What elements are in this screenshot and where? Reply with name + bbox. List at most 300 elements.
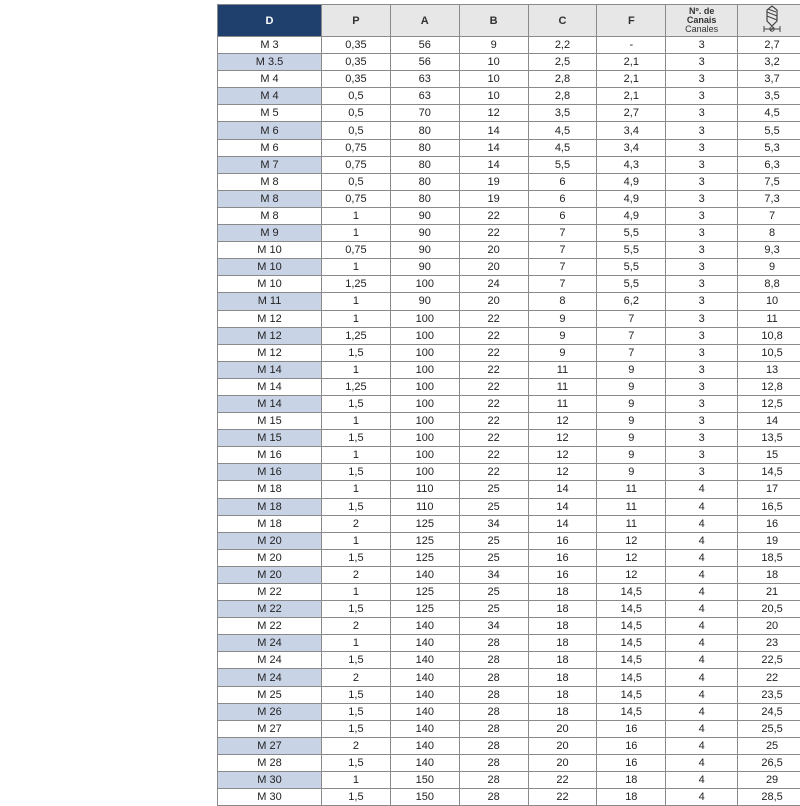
cell-drill-diameter: 22	[738, 669, 800, 686]
cell-p: 1	[322, 584, 391, 601]
cell-f: 2,1	[597, 88, 666, 105]
table-row	[218, 720, 800, 737]
cell-drill-diameter: 13,5	[738, 430, 800, 447]
table-row	[218, 122, 800, 139]
table-row	[218, 156, 800, 173]
tap-dimensions-table-container	[217, 4, 800, 806]
cell-flutes: 3	[666, 242, 738, 259]
cell-p: 1,5	[322, 789, 391, 806]
cell-a: 125	[390, 584, 459, 601]
cell-c: 11	[528, 361, 597, 378]
table-row	[218, 293, 800, 310]
cell-f: 18	[597, 772, 666, 789]
cell-a: 56	[390, 37, 459, 54]
cell-d: M 20	[218, 532, 322, 549]
cell-a: 70	[390, 105, 459, 122]
cell-d: M 22	[218, 618, 322, 635]
cell-f: 3,4	[597, 122, 666, 139]
cell-b: 25	[459, 584, 528, 601]
cell-d: M 8	[218, 173, 322, 190]
cell-drill-diameter: 14,5	[738, 464, 800, 481]
cell-b: 28	[459, 635, 528, 652]
cell-p: 1,5	[322, 754, 391, 771]
cell-flutes: 4	[666, 566, 738, 583]
cell-b: 14	[459, 156, 528, 173]
cell-flutes: 3	[666, 327, 738, 344]
table-row	[218, 737, 800, 754]
cell-a: 140	[390, 720, 459, 737]
cell-flutes: 3	[666, 310, 738, 327]
cell-flutes: 3	[666, 156, 738, 173]
cell-p: 0,35	[322, 37, 391, 54]
cell-flutes: 4	[666, 498, 738, 515]
cell-d: M 8	[218, 190, 322, 207]
table-row	[218, 686, 800, 703]
cell-d: M 12	[218, 327, 322, 344]
cell-b: 28	[459, 737, 528, 754]
cell-f: 5,5	[597, 259, 666, 276]
cell-p: 1	[322, 447, 391, 464]
cell-flutes: 3	[666, 447, 738, 464]
drill-bit-diameter-icon	[761, 5, 783, 36]
cell-d: M 3	[218, 37, 322, 54]
cell-p: 2	[322, 669, 391, 686]
cell-flutes: 3	[666, 276, 738, 293]
table-row	[218, 37, 800, 54]
table-row	[218, 618, 800, 635]
cell-p: 2	[322, 618, 391, 635]
cell-c: 16	[528, 566, 597, 583]
cell-a: 140	[390, 652, 459, 669]
cell-b: 22	[459, 464, 528, 481]
cell-drill-diameter: 15	[738, 447, 800, 464]
cell-a: 80	[390, 122, 459, 139]
cell-p: 1	[322, 293, 391, 310]
cell-f: 7	[597, 327, 666, 344]
cell-f: 7	[597, 310, 666, 327]
cell-d: M 11	[218, 293, 322, 310]
cell-drill-diameter: 23,5	[738, 686, 800, 703]
cell-d: M 24	[218, 635, 322, 652]
cell-c: 4,5	[528, 139, 597, 156]
cell-flutes: 4	[666, 789, 738, 806]
cell-b: 22	[459, 225, 528, 242]
cell-a: 140	[390, 703, 459, 720]
cell-p: 2	[322, 515, 391, 532]
cell-d: M 27	[218, 720, 322, 737]
table-row	[218, 635, 800, 652]
cell-drill-diameter: 13	[738, 361, 800, 378]
cell-b: 25	[459, 498, 528, 515]
cell-drill-diameter: 7	[738, 207, 800, 224]
cell-flutes: 3	[666, 173, 738, 190]
cell-d: M 15	[218, 430, 322, 447]
cell-p: 0,35	[322, 54, 391, 71]
cell-drill-diameter: 7,5	[738, 173, 800, 190]
cell-a: 90	[390, 242, 459, 259]
cell-c: 9	[528, 327, 597, 344]
table-row	[218, 344, 800, 361]
cell-flutes: 4	[666, 618, 738, 635]
cell-a: 125	[390, 515, 459, 532]
cell-a: 90	[390, 259, 459, 276]
cell-d: M 27	[218, 737, 322, 754]
cell-f: 9	[597, 464, 666, 481]
table-row	[218, 259, 800, 276]
cell-a: 100	[390, 327, 459, 344]
table-row	[218, 772, 800, 789]
cell-b: 25	[459, 481, 528, 498]
cell-a: 125	[390, 532, 459, 549]
cell-f: 12	[597, 532, 666, 549]
cell-c: 6	[528, 207, 597, 224]
cell-a: 100	[390, 276, 459, 293]
cell-p: 1,5	[322, 344, 391, 361]
cell-f: 14,5	[597, 601, 666, 618]
cell-b: 25	[459, 601, 528, 618]
cell-d: M 18	[218, 481, 322, 498]
cell-c: 14	[528, 498, 597, 515]
cell-b: 14	[459, 122, 528, 139]
cell-c: 2,8	[528, 88, 597, 105]
cell-flutes: 4	[666, 754, 738, 771]
cell-p: 2	[322, 737, 391, 754]
cell-flutes: 3	[666, 207, 738, 224]
cell-f: 16	[597, 754, 666, 771]
table-row	[218, 754, 800, 771]
cell-d: M 10	[218, 242, 322, 259]
cell-f: 11	[597, 498, 666, 515]
cell-b: 14	[459, 139, 528, 156]
cell-p: 1	[322, 481, 391, 498]
cell-a: 125	[390, 601, 459, 618]
cell-a: 140	[390, 618, 459, 635]
cell-a: 140	[390, 686, 459, 703]
cell-p: 1	[322, 772, 391, 789]
cell-p: 0,75	[322, 190, 391, 207]
table-row	[218, 242, 800, 259]
cell-flutes: 3	[666, 344, 738, 361]
cell-d: M 5	[218, 105, 322, 122]
cell-p: 1,25	[322, 378, 391, 395]
cell-drill-diameter: 6,3	[738, 156, 800, 173]
table-header-row	[218, 5, 800, 37]
cell-p: 0,35	[322, 71, 391, 88]
table-row	[218, 276, 800, 293]
cell-a: 80	[390, 190, 459, 207]
cell-b: 28	[459, 686, 528, 703]
cell-b: 34	[459, 515, 528, 532]
cell-b: 9	[459, 37, 528, 54]
cell-p: 0,75	[322, 139, 391, 156]
cell-p: 1	[322, 225, 391, 242]
cell-drill-diameter: 12,5	[738, 395, 800, 412]
cell-a: 140	[390, 566, 459, 583]
cell-p: 1,5	[322, 498, 391, 515]
cell-b: 24	[459, 276, 528, 293]
cell-p: 1,5	[322, 720, 391, 737]
cell-b: 22	[459, 310, 528, 327]
cell-c: 12	[528, 413, 597, 430]
cell-c: 9	[528, 344, 597, 361]
cell-flutes: 4	[666, 772, 738, 789]
cell-d: M 25	[218, 686, 322, 703]
cell-d: M 8	[218, 207, 322, 224]
cell-a: 90	[390, 225, 459, 242]
cell-c: 6	[528, 173, 597, 190]
cell-d: M 16	[218, 447, 322, 464]
cell-p: 1,5	[322, 686, 391, 703]
cell-f: 18	[597, 789, 666, 806]
table-row	[218, 430, 800, 447]
cell-drill-diameter: 2,7	[738, 37, 800, 54]
cell-p: 0,5	[322, 122, 391, 139]
cell-a: 140	[390, 635, 459, 652]
cell-flutes: 3	[666, 378, 738, 395]
cell-flutes: 3	[666, 293, 738, 310]
cell-a: 56	[390, 54, 459, 71]
cell-flutes: 3	[666, 225, 738, 242]
cell-d: M 12	[218, 310, 322, 327]
cell-d: M 4	[218, 71, 322, 88]
table-row	[218, 88, 800, 105]
cell-flutes: 4	[666, 515, 738, 532]
cell-f: 5,5	[597, 242, 666, 259]
cell-a: 140	[390, 737, 459, 754]
table-row	[218, 105, 800, 122]
cell-f: -	[597, 37, 666, 54]
cell-b: 28	[459, 703, 528, 720]
cell-drill-diameter: 3,7	[738, 71, 800, 88]
cell-b: 22	[459, 378, 528, 395]
table-row	[218, 584, 800, 601]
cell-flutes: 3	[666, 413, 738, 430]
cell-p: 1	[322, 635, 391, 652]
cell-d: M 24	[218, 652, 322, 669]
cell-flutes: 3	[666, 105, 738, 122]
cell-c: 22	[528, 772, 597, 789]
cell-f: 11	[597, 515, 666, 532]
cell-f: 12	[597, 566, 666, 583]
cell-flutes: 3	[666, 54, 738, 71]
cell-b: 22	[459, 344, 528, 361]
cell-drill-diameter: 11	[738, 310, 800, 327]
cell-f: 14,5	[597, 686, 666, 703]
header-flutes-line1: Nº. de	[666, 7, 737, 16]
cell-d: M 12	[218, 344, 322, 361]
cell-f: 14,5	[597, 652, 666, 669]
header-f: F	[597, 5, 666, 37]
cell-flutes: 4	[666, 481, 738, 498]
cell-c: 18	[528, 652, 597, 669]
header-flutes-line2: Canais	[666, 16, 737, 25]
cell-c: 2,2	[528, 37, 597, 54]
cell-f: 9	[597, 395, 666, 412]
cell-c: 5,5	[528, 156, 597, 173]
cell-f: 4,9	[597, 207, 666, 224]
cell-c: 12	[528, 447, 597, 464]
table-row	[218, 71, 800, 88]
cell-c: 6	[528, 190, 597, 207]
cell-flutes: 4	[666, 703, 738, 720]
header-a: A	[390, 5, 459, 37]
header-flutes	[666, 5, 738, 37]
cell-f: 2,7	[597, 105, 666, 122]
cell-c: 7	[528, 225, 597, 242]
cell-a: 125	[390, 549, 459, 566]
cell-f: 5,5	[597, 276, 666, 293]
cell-f: 7	[597, 344, 666, 361]
cell-p: 1,5	[322, 549, 391, 566]
cell-f: 9	[597, 413, 666, 430]
cell-a: 110	[390, 481, 459, 498]
cell-p: 0,5	[322, 88, 391, 105]
cell-drill-diameter: 22,5	[738, 652, 800, 669]
cell-f: 5,5	[597, 225, 666, 242]
cell-p: 0,5	[322, 105, 391, 122]
cell-f: 9	[597, 378, 666, 395]
cell-f: 9	[597, 361, 666, 378]
cell-c: 12	[528, 464, 597, 481]
cell-a: 100	[390, 310, 459, 327]
cell-drill-diameter: 25	[738, 737, 800, 754]
cell-a: 100	[390, 447, 459, 464]
cell-f: 14,5	[597, 635, 666, 652]
cell-d: M 6	[218, 139, 322, 156]
cell-drill-diameter: 10,5	[738, 344, 800, 361]
cell-a: 140	[390, 669, 459, 686]
cell-c: 8	[528, 293, 597, 310]
cell-drill-diameter: 26,5	[738, 754, 800, 771]
cell-b: 22	[459, 395, 528, 412]
cell-b: 22	[459, 413, 528, 430]
cell-drill-diameter: 28,5	[738, 789, 800, 806]
cell-d: M 22	[218, 584, 322, 601]
cell-c: 2,8	[528, 71, 597, 88]
cell-d: M 30	[218, 789, 322, 806]
cell-b: 22	[459, 447, 528, 464]
cell-b: 28	[459, 652, 528, 669]
cell-b: 22	[459, 430, 528, 447]
cell-a: 150	[390, 789, 459, 806]
cell-c: 4,5	[528, 122, 597, 139]
cell-drill-diameter: 21	[738, 584, 800, 601]
cell-drill-diameter: 4,5	[738, 105, 800, 122]
table-row	[218, 190, 800, 207]
header-d: D	[218, 5, 322, 37]
cell-flutes: 3	[666, 71, 738, 88]
cell-a: 100	[390, 413, 459, 430]
cell-c: 3,5	[528, 105, 597, 122]
cell-p: 1,5	[322, 601, 391, 618]
cell-drill-diameter: 3,2	[738, 54, 800, 71]
cell-d: M 10	[218, 259, 322, 276]
cell-c: 7	[528, 242, 597, 259]
cell-d: M 28	[218, 754, 322, 771]
cell-d: M 7	[218, 156, 322, 173]
table-row	[218, 173, 800, 190]
cell-a: 100	[390, 395, 459, 412]
cell-d: M 6	[218, 122, 322, 139]
cell-b: 20	[459, 293, 528, 310]
cell-b: 10	[459, 54, 528, 71]
table-row	[218, 601, 800, 618]
cell-d: M 20	[218, 566, 322, 583]
cell-c: 16	[528, 549, 597, 566]
header-p: P	[322, 5, 391, 37]
header-flutes-line3: Canales	[666, 25, 737, 34]
cell-a: 63	[390, 88, 459, 105]
cell-a: 100	[390, 361, 459, 378]
cell-f: 14,5	[597, 584, 666, 601]
cell-drill-diameter: 29	[738, 772, 800, 789]
cell-c: 18	[528, 618, 597, 635]
cell-c: 16	[528, 532, 597, 549]
cell-c: 14	[528, 515, 597, 532]
table-row	[218, 327, 800, 344]
cell-f: 2,1	[597, 54, 666, 71]
cell-b: 28	[459, 754, 528, 771]
cell-d: M 30	[218, 772, 322, 789]
cell-drill-diameter: 9	[738, 259, 800, 276]
cell-c: 7	[528, 276, 597, 293]
cell-d: M 14	[218, 378, 322, 395]
cell-c: 11	[528, 378, 597, 395]
table-row	[218, 413, 800, 430]
cell-d: M 18	[218, 498, 322, 515]
cell-c: 20	[528, 754, 597, 771]
table-row	[218, 498, 800, 515]
cell-drill-diameter: 25,5	[738, 720, 800, 737]
table-row	[218, 310, 800, 327]
cell-flutes: 4	[666, 584, 738, 601]
cell-a: 90	[390, 293, 459, 310]
table-row	[218, 532, 800, 549]
cell-f: 4,9	[597, 190, 666, 207]
cell-p: 0,5	[322, 173, 391, 190]
cell-a: 110	[390, 498, 459, 515]
cell-flutes: 3	[666, 430, 738, 447]
table-row	[218, 464, 800, 481]
cell-d: M 10	[218, 276, 322, 293]
cell-c: 20	[528, 737, 597, 754]
cell-c: 14	[528, 481, 597, 498]
cell-d: M 4	[218, 88, 322, 105]
cell-p: 1,25	[322, 327, 391, 344]
table-row	[218, 361, 800, 378]
cell-flutes: 3	[666, 259, 738, 276]
cell-p: 2	[322, 566, 391, 583]
table-row	[218, 566, 800, 583]
cell-f: 12	[597, 549, 666, 566]
cell-d: M 3.5	[218, 54, 322, 71]
cell-b: 22	[459, 361, 528, 378]
cell-drill-diameter: 5,5	[738, 122, 800, 139]
cell-p: 0,75	[322, 156, 391, 173]
cell-d: M 22	[218, 601, 322, 618]
cell-flutes: 4	[666, 686, 738, 703]
cell-flutes: 3	[666, 395, 738, 412]
table-row	[218, 515, 800, 532]
cell-flutes: 3	[666, 122, 738, 139]
cell-drill-diameter: 24,5	[738, 703, 800, 720]
cell-drill-diameter: 20,5	[738, 601, 800, 618]
cell-b: 28	[459, 720, 528, 737]
cell-c: 22	[528, 789, 597, 806]
cell-a: 150	[390, 772, 459, 789]
cell-p: 1	[322, 310, 391, 327]
cell-c: 9	[528, 310, 597, 327]
